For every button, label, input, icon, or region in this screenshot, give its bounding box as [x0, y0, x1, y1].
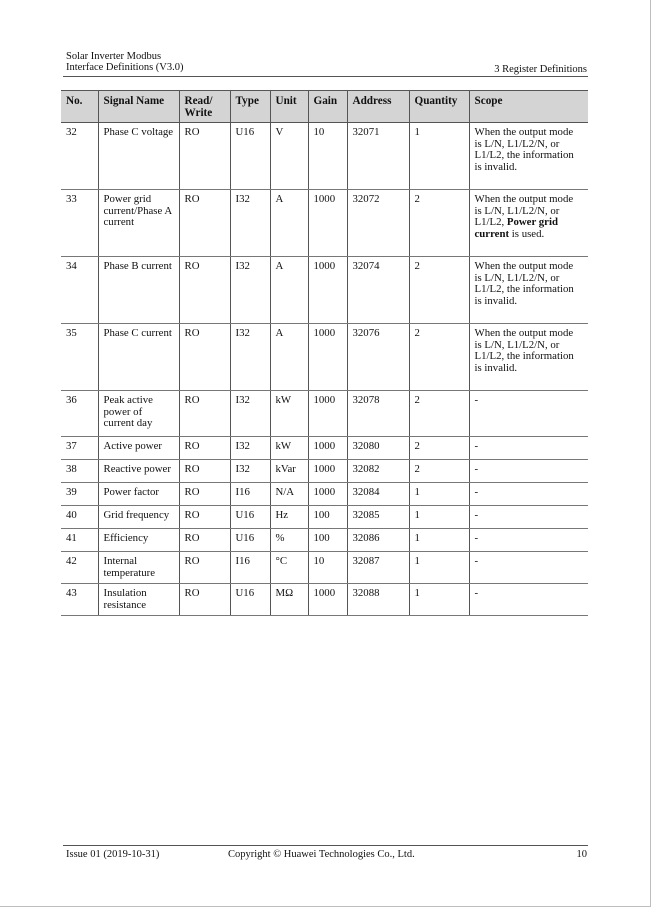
cell-no: 38 [61, 460, 98, 483]
cell-address: 32074 [347, 257, 409, 324]
cell-type: U16 [230, 584, 270, 616]
cell-quantity: 2 [409, 460, 469, 483]
cell-unit: A [270, 190, 308, 257]
cell-read-write: RO [179, 460, 230, 483]
cell-unit: kW [270, 391, 308, 437]
col-header-unit: Unit [270, 91, 308, 123]
cell-no: 43 [61, 584, 98, 616]
cell-gain: 1000 [308, 437, 347, 460]
cell-quantity: 1 [409, 584, 469, 616]
cell-type: I16 [230, 483, 270, 506]
cell-no: 33 [61, 190, 98, 257]
cell-gain: 1000 [308, 324, 347, 391]
scope-text: - [474, 555, 479, 567]
scope-text: When the output mode is L/N, L1/L2/N, or L1/L2, the information is invalid. [474, 327, 574, 374]
cell-scope [469, 529, 588, 552]
scope-text: - [474, 463, 479, 475]
col-header-signal-name: Signal Name [98, 91, 179, 123]
scope-bold-text: Power grid current [474, 216, 558, 240]
cell-signal-name: Active power [98, 437, 179, 460]
scope-text: - [474, 440, 479, 452]
cell-gain: 1000 [308, 257, 347, 324]
table-row [61, 460, 588, 483]
cell-signal-name: Power grid current/Phase A current [98, 190, 179, 257]
cell-type: I16 [230, 552, 270, 584]
cell-no: 41 [61, 529, 98, 552]
cell-no: 37 [61, 437, 98, 460]
cell-no: 40 [61, 506, 98, 529]
cell-signal-name: Peak active power of current day [98, 391, 179, 437]
cell-read-write: RO [179, 190, 230, 257]
col-header-scope: Scope [469, 91, 588, 123]
cell-gain: 1000 [308, 391, 347, 437]
cell-scope [469, 460, 588, 483]
cell-address: 32088 [347, 584, 409, 616]
cell-gain: 10 [308, 123, 347, 190]
cell-type: I32 [230, 460, 270, 483]
cell-unit: V [270, 123, 308, 190]
cell-unit: °C [270, 552, 308, 584]
cell-scope [469, 437, 588, 460]
cell-unit: kW [270, 437, 308, 460]
cell-quantity: 1 [409, 506, 469, 529]
cell-quantity: 1 [409, 483, 469, 506]
cell-read-write: RO [179, 391, 230, 437]
cell-read-write: RO [179, 529, 230, 552]
cell-address: 32072 [347, 190, 409, 257]
header-doc-name: Solar Inverter Modbus [66, 51, 162, 62]
cell-quantity: 1 [409, 529, 469, 552]
cell-no: 34 [61, 257, 98, 324]
cell-signal-name: Grid frequency [98, 506, 179, 529]
footer-issue: Issue 01 (2019-10-31) [66, 849, 160, 860]
cell-type: I32 [230, 257, 270, 324]
cell-signal-name: Internal temperature [98, 552, 179, 584]
cell-address: 32080 [347, 437, 409, 460]
table-row [61, 324, 588, 391]
cell-gain: 1000 [308, 190, 347, 257]
header-doc-version: Interface Definitions (V3.0) [66, 62, 184, 73]
cell-signal-name: Phase C voltage [98, 123, 179, 190]
cell-read-write: RO [179, 437, 230, 460]
cell-scope [469, 552, 588, 584]
cell-address: 32076 [347, 324, 409, 391]
cell-signal-name: Phase C current [98, 324, 179, 391]
cell-scope [469, 584, 588, 616]
cell-read-write: RO [179, 257, 230, 324]
cell-gain: 100 [308, 506, 347, 529]
header-title [66, 51, 184, 73]
cell-quantity: 2 [409, 391, 469, 437]
scope-text: - [474, 394, 479, 406]
table-row [61, 190, 588, 257]
cell-scope [469, 190, 588, 257]
cell-address: 32071 [347, 123, 409, 190]
cell-address: 32078 [347, 391, 409, 437]
cell-type: I32 [230, 190, 270, 257]
cell-unit: kVar [270, 460, 308, 483]
cell-quantity: 2 [409, 257, 469, 324]
cell-gain: 1000 [308, 460, 347, 483]
scope-text: - [474, 587, 479, 599]
table-row [61, 506, 588, 529]
cell-gain: 10 [308, 552, 347, 584]
table-header-row [61, 91, 588, 123]
col-header-gain: Gain [308, 91, 347, 123]
col-header-read-write: Read/ Write [179, 91, 230, 123]
cell-signal-name: Reactive power [98, 460, 179, 483]
table-row [61, 529, 588, 552]
scope-text: - [474, 509, 479, 521]
table-row [61, 437, 588, 460]
cell-unit: N/A [270, 483, 308, 506]
scope-text: - [474, 532, 479, 544]
footer-page-number: 10 [576, 849, 587, 860]
cell-gain: 100 [308, 529, 347, 552]
cell-address: 32082 [347, 460, 409, 483]
scope-text: When the output mode is L/N, L1/L2/N, or L1/L2, the information is invalid. [474, 126, 574, 173]
cell-scope [469, 257, 588, 324]
cell-scope [469, 324, 588, 391]
cell-read-write: RO [179, 552, 230, 584]
cell-read-write: RO [179, 584, 230, 616]
cell-no: 32 [61, 123, 98, 190]
cell-address: 32087 [347, 552, 409, 584]
cell-signal-name: Power factor [98, 483, 179, 506]
cell-unit: A [270, 324, 308, 391]
cell-read-write: RO [179, 483, 230, 506]
cell-type: I32 [230, 437, 270, 460]
table-row [61, 257, 588, 324]
scope-text: - [474, 486, 479, 498]
table-row [61, 391, 588, 437]
cell-scope [469, 123, 588, 190]
cell-type: U16 [230, 529, 270, 552]
table-body [61, 123, 588, 616]
cell-unit: Hz [270, 506, 308, 529]
cell-unit: A [270, 257, 308, 324]
cell-no: 35 [61, 324, 98, 391]
cell-signal-name: Insulation resistance [98, 584, 179, 616]
cell-address: 32085 [347, 506, 409, 529]
cell-unit: % [270, 529, 308, 552]
col-header-type: Type [230, 91, 270, 123]
cell-no: 39 [61, 483, 98, 506]
register-table [61, 90, 588, 616]
cell-read-write: RO [179, 123, 230, 190]
cell-scope [469, 483, 588, 506]
col-header-address: Address [347, 91, 409, 123]
cell-quantity: 1 [409, 123, 469, 190]
cell-no: 42 [61, 552, 98, 584]
cell-scope [469, 391, 588, 437]
table-row [61, 584, 588, 616]
header-divider [63, 76, 588, 77]
cell-read-write: RO [179, 324, 230, 391]
cell-type: U16 [230, 506, 270, 529]
table-row [61, 552, 588, 584]
header-section: 3 Register Definitions [494, 64, 587, 75]
table-row [61, 123, 588, 190]
cell-signal-name: Efficiency [98, 529, 179, 552]
cell-quantity: 1 [409, 552, 469, 584]
col-header-quantity: Quantity [409, 91, 469, 123]
cell-quantity: 2 [409, 324, 469, 391]
table-row [61, 483, 588, 506]
cell-no: 36 [61, 391, 98, 437]
cell-type: U16 [230, 123, 270, 190]
cell-signal-name: Phase B current [98, 257, 179, 324]
cell-type: I32 [230, 391, 270, 437]
scope-tail-text: is used. [509, 227, 545, 240]
scope-text: When the output mode is L/N, L1/L2/N, or L1/L2, the information is invalid. [474, 260, 574, 307]
cell-quantity: 2 [409, 190, 469, 257]
cell-quantity: 2 [409, 437, 469, 460]
cell-read-write: RO [179, 506, 230, 529]
scope-text: When the output mode is L/N, L1/L2/N, or L1/L2, [474, 193, 574, 228]
footer-copyright: Copyright © Huawei Technologies Co., Ltd. [228, 849, 415, 860]
cell-scope [469, 506, 588, 529]
cell-unit: MΩ [270, 584, 308, 616]
cell-address: 32084 [347, 483, 409, 506]
cell-address: 32086 [347, 529, 409, 552]
cell-gain: 1000 [308, 483, 347, 506]
col-header-no: No. [61, 91, 98, 123]
footer-divider [63, 845, 588, 846]
cell-gain: 1000 [308, 584, 347, 616]
cell-type: I32 [230, 324, 270, 391]
